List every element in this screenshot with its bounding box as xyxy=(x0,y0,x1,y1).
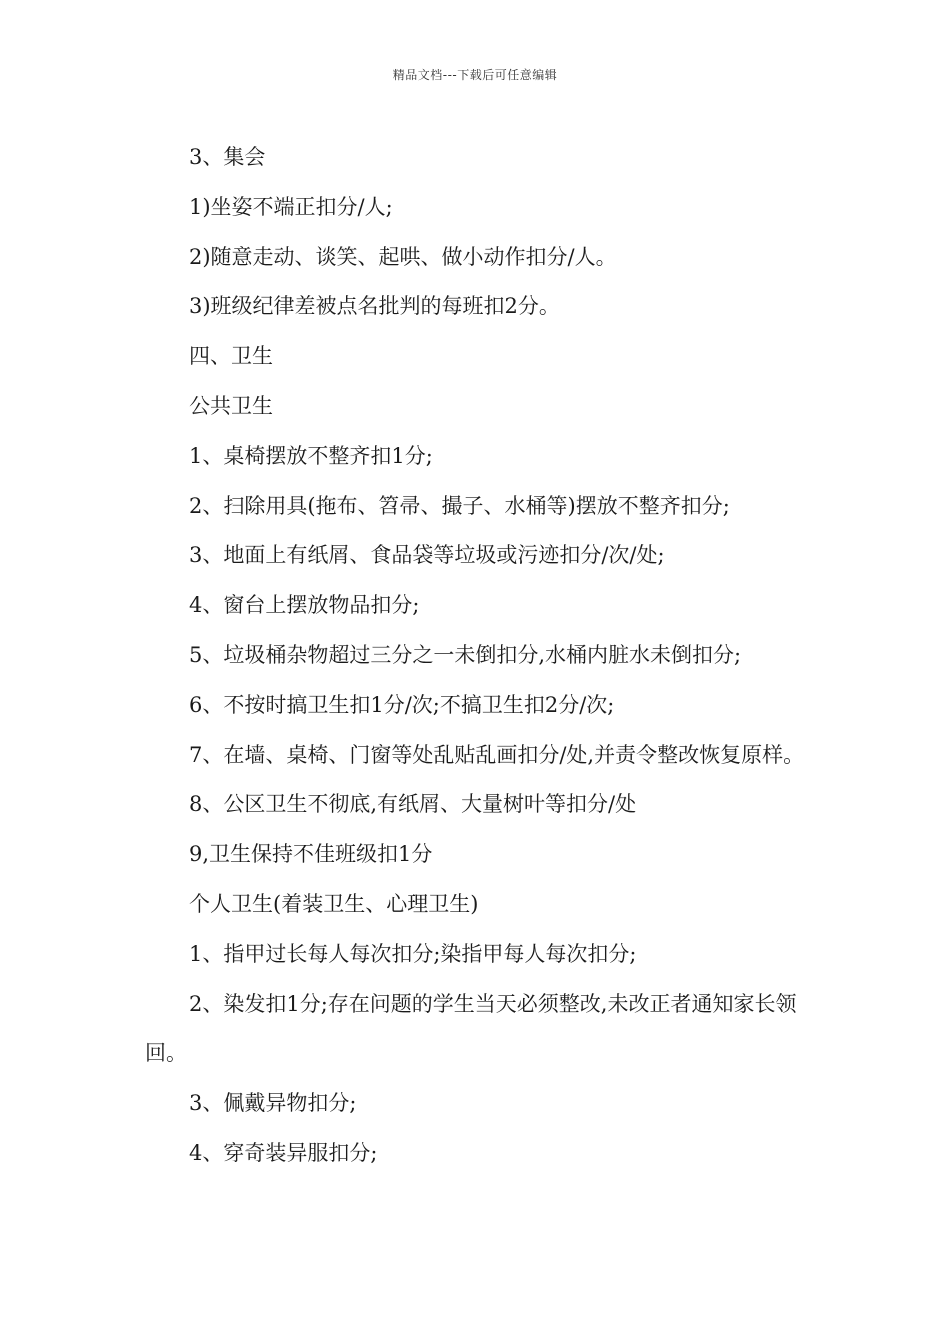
paragraph-public-item-6: 6、不按时搞卫生扣1分/次;不搞卫生扣2分/次; xyxy=(189,692,615,717)
section-heading-hygiene: 四、卫生 xyxy=(189,344,273,369)
paragraph-public-item-8: 8、公区卫生不彻底,有纸屑、大量树叶等扣分/处 xyxy=(189,792,637,817)
paragraph-public-item-9: 9,卫生保持不佳班级扣1分 xyxy=(189,842,433,867)
paragraph-assembly-heading: 3、集会 xyxy=(189,145,266,169)
paragraph-assembly-item-1: 1)坐姿不端正扣分/人; xyxy=(189,194,393,219)
paragraph-assembly-item-3: 3)班级纪律差被点名批判的每班扣2分。 xyxy=(189,294,560,319)
paragraph-assembly-item-2: 2)随意走动、谈笑、起哄、做小动作扣分/人。 xyxy=(189,244,617,269)
subheading-public-hygiene: 公共卫生 xyxy=(189,393,273,418)
document-body xyxy=(145,133,810,1179)
page-header: 精品文档---下载后可任意编辑 xyxy=(392,68,558,82)
paragraph-public-item-2: 2、扫除用具(拖布、笤帚、撮子、水桶等)摆放不整齐扣分; xyxy=(189,493,730,518)
paragraph-personal-item-2: 2、染发扣1分;存在问题的学生当天必须整改,未改正者通知家长领回。 xyxy=(145,991,797,1066)
paragraph-public-item-3: 3、地面上有纸屑、食品袋等垃圾或污迹扣分/次/处; xyxy=(189,543,665,568)
paragraph-personal-item-1: 1、指甲过长每人每次扣分;染指甲每人每次扣分; xyxy=(189,941,637,966)
paragraph-personal-item-3: 3、佩戴异物扣分; xyxy=(189,1091,357,1116)
paragraph-public-item-5: 5、垃圾桶杂物超过三分之一未倒扣分,水桶内脏水未倒扣分; xyxy=(189,642,742,667)
paragraph-personal-item-4: 4、穿奇装异服扣分; xyxy=(189,1140,378,1165)
paragraph-public-item-1: 1、桌椅摆放不整齐扣1分; xyxy=(189,443,433,468)
subheading-personal-hygiene: 个人卫生(着装卫生、心理卫生) xyxy=(189,891,479,916)
paragraph-public-item-4: 4、窗台上摆放物品扣分; xyxy=(189,593,420,618)
paragraph-public-item-7: 7、在墙、桌椅、门窗等处乱贴乱画扣分/处,并责令整改恢复原样。 xyxy=(189,742,805,767)
